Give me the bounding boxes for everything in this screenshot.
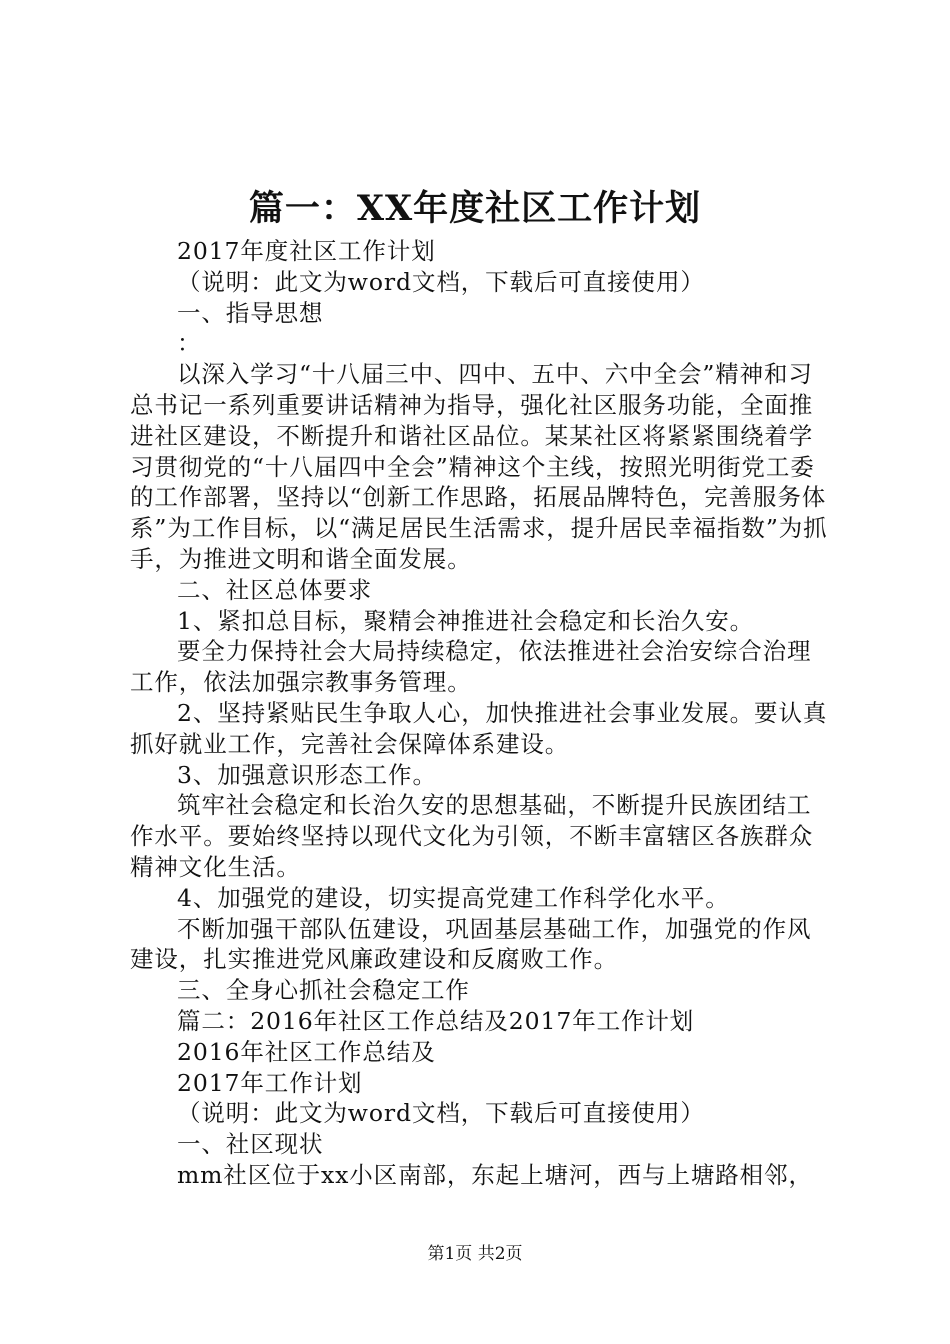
paragraph: 筑牢社会稳定和长治久安的思想基础，不断提升民族团结工作水平。要始终坚持以现代文化为引领，不断丰富辖区各族群众精神文化生活。	[130, 791, 814, 881]
paragraph: mm社区位于xx小区南部，东起上塘河，西与上塘路相邻，	[177, 1160, 813, 1189]
paragraph: 3、加强意识形态工作。	[177, 760, 437, 789]
paragraph: 2017年工作计划	[177, 1068, 363, 1097]
paragraph: 2017年度社区工作计划	[177, 237, 436, 265]
paragraph: ：	[177, 329, 202, 358]
paragraph: 2016年社区工作总结及	[177, 1037, 436, 1066]
document-title: 篇一：XX年度社区工作计划	[248, 188, 702, 229]
paragraph: （说明：此文为word文档，下载后可直接使用）	[177, 267, 705, 296]
paragraph: 2、坚持紧贴民生争取人心，加快推进社会事业发展。要认真抓好就业工作，完善社会保障体系建设。	[130, 698, 828, 758]
paragraph: 一、社区现状	[177, 1130, 324, 1159]
paragraph: （说明：此文为word文档，下载后可直接使用）	[177, 1099, 705, 1128]
paragraph: 篇二：2016年社区工作总结及2017年工作计划	[177, 1006, 695, 1035]
paragraph: 4、加强党的建设，切实提高党建工作科学化水平。	[177, 883, 730, 912]
paragraph: 不断加强干部队伍建设，巩固基层基础工作，加强党的作风建设，扎实推进党风廉政建设和反腐败工作。	[130, 914, 812, 974]
paragraph: 三、全身心抓社会稳定工作	[177, 976, 470, 1005]
paragraph: 一、指导思想	[177, 298, 324, 327]
document-body	[130, 236, 830, 1191]
paragraph: 以深入学习“十八届三中、四中、五中、六中全会”精神和习总书记一系列重要讲话精神为指导，强化社区服务功能，全面推进社区建设，不断提升和谐社区品位。某某社区将紧紧围绕着学习贯彻党的“十八届四中全会”精神这个主线，按照光明街党工委的工作部署，坚持以“创新工作思路，拓展品牌特色，完善服务体系”为工作目标，以“满足居民生活需求，提升居民幸福指数”为抓手，为推进文明和谐全面发展。	[130, 360, 828, 573]
paragraph: 二、社区总体要求	[177, 575, 373, 604]
paragraph: 1、紧扣总目标，聚精会神推进社会稳定和长治久安。	[177, 606, 755, 635]
page-footer: 第1页 共2页	[427, 1244, 523, 1264]
paragraph: 要全力保持社会大局持续稳定，依法推进社会治安综合治理工作，依法加强宗教事务管理。	[130, 637, 812, 697]
